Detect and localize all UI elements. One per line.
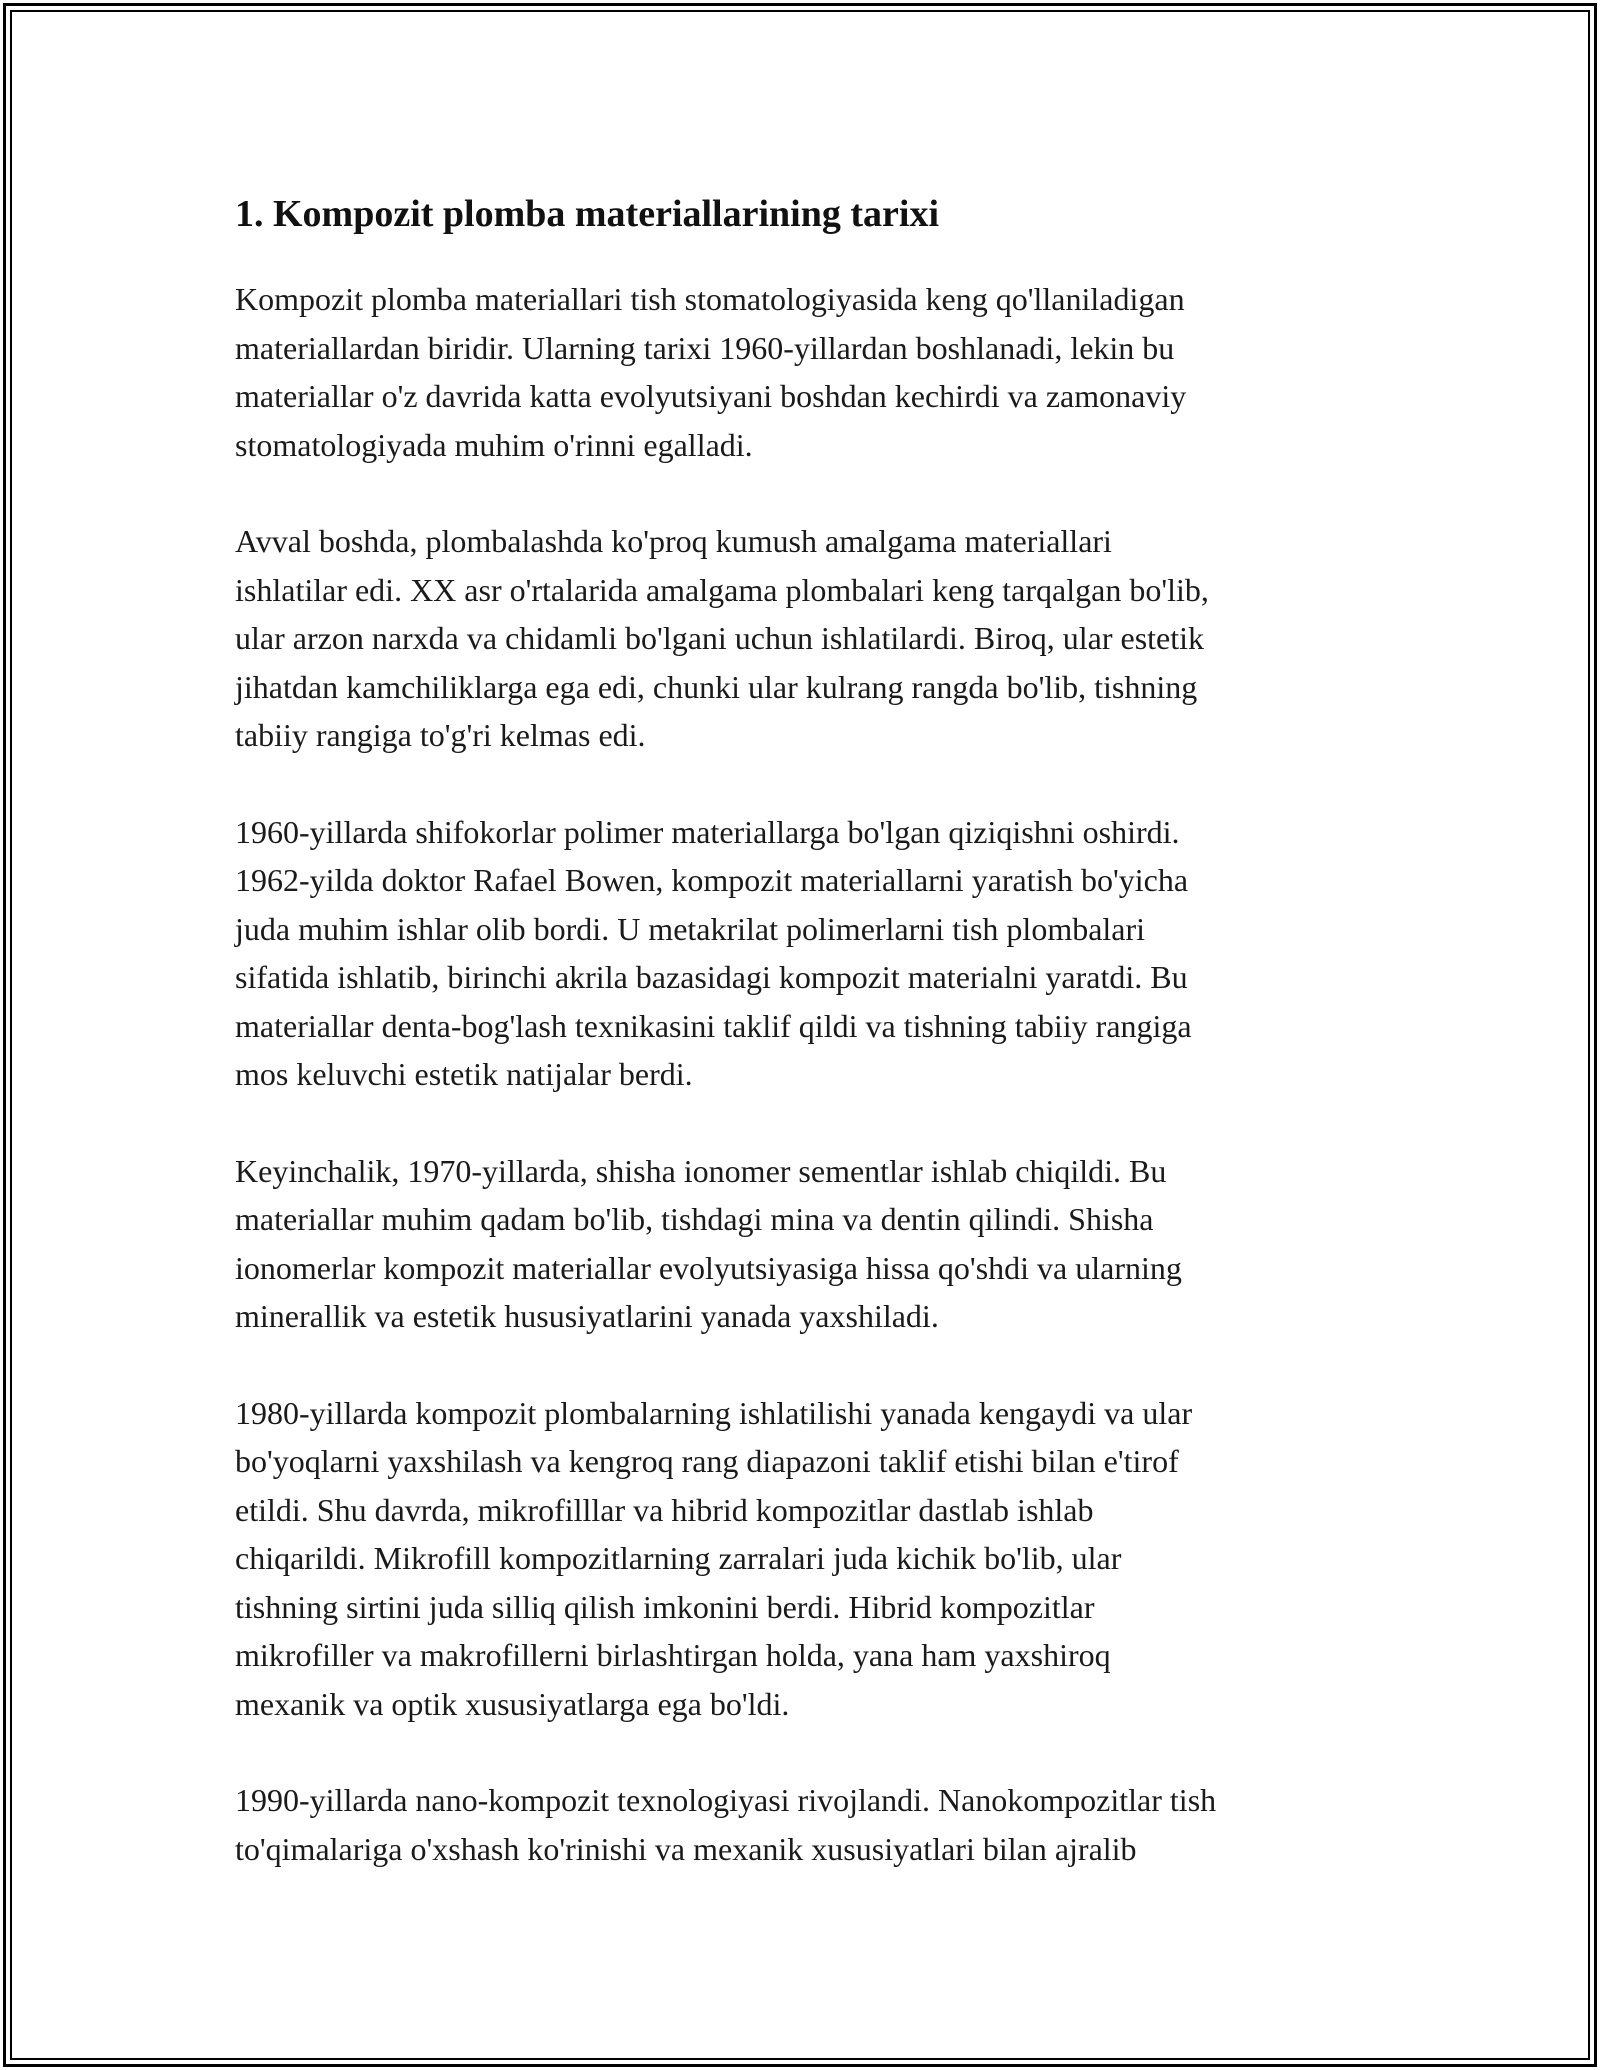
text-line: materiallar muhim qadam bo'lib, tishdagi mina va dentin qilindi. Shisha — [235, 1201, 1154, 1237]
text-line: mexanik va optik xususiyatlarga ega bo'ldi. — [235, 1685, 790, 1722]
text-line: Keyinchalik, 1970-yillarda, shisha ionomer sementlar ishlab chiqildi. Bu — [235, 1152, 1167, 1189]
paragraph-1990s — [235, 1776, 1395, 1873]
text-line: bo'yoqlarni yaxshilash va kengroq rang diapazoni taklif etishi bilan e'tirof — [235, 1443, 1179, 1479]
text-line: 1962-yilda doktor Rafael Bowen, kompozit materiallarni yaratish bo'yicha — [235, 862, 1189, 898]
text-line: minerallik va estetik hususіyatlarini yanada yaxshiladi. — [235, 1298, 939, 1334]
text-line: 1980-yillarda kompozit plombalarning ishlatilishi yanada kengaydi va ular — [235, 1394, 1193, 1431]
paragraph-1980s — [235, 1389, 1395, 1729]
text-line: ishlatilar edi. XX asr o'rtalarida amalgama plombalari keng tarqalgan bo'lib, — [235, 571, 1209, 608]
text-line: Avval boshda, plombalashda ko'proq kumush amalgama materiallari — [235, 523, 1112, 559]
text-line: mikrofiller va makrofillerni birlashtirgan holda, yana ham yaxshiroq — [235, 1637, 1111, 1673]
text-line: chiqarildi. Mikrofill kompozitlarning zarralari juda kichik bo'lib, ular — [235, 1540, 1122, 1576]
text-line: materiallar o'z davrida katta evolyutsiyani boshdan kechirdi va zamonaviy — [235, 378, 1187, 414]
paragraph-amalgam — [235, 517, 1395, 760]
paragraph-1970s — [235, 1147, 1395, 1341]
paragraph-1960s — [235, 808, 1395, 1099]
text-line: sifatida ishlatib, birinchi akrila bazasidagi kompozit materialni yaratdi. Bu — [235, 959, 1188, 995]
text-line: tabiiy rangiga to'g'ri kelmas edi. — [235, 717, 646, 753]
text-line: mos keluvchi estetik natijalar berdi. — [235, 1056, 693, 1092]
text-line: jihatdan kamchiliklarga ega edi, chunki ular kulrang rangda bo'lib, tishning — [235, 668, 1198, 705]
text-line: 1990-yillarda nano-kompozit texnologiyasi rivojlandi. Nanokompozitlar tish — [235, 1782, 1217, 1818]
text-line: 1960-yillarda shifokorlar polimer materiallarga bo'lgan qiziqishni oshirdi. — [235, 813, 1180, 850]
document-body — [235, 185, 1395, 1921]
paragraph-intro — [235, 275, 1395, 469]
text-line: ionomerlar kompozit materiallar evolyutsiyasiga hissa qo'shdi va ularning — [235, 1249, 1182, 1286]
text-line: Kompozit plomba materiallari tish stomatologiyasida keng qo'llaniladigan — [235, 281, 1185, 317]
text-line: materiallardan biridir. Ularning tarixi 1960-yillardan boshlanadi, lekin bu — [235, 329, 1175, 366]
text-line: ular arzon narxda va chidamli bo'lgani uchun ishlatilardi. Biroq, ular estetik — [235, 620, 1205, 656]
text-line: juda muhim ishlar olib bordi. U metakrilat polimerlarni tish plombalari — [235, 910, 1146, 947]
text-line: etildi. Shu davrda, mikrofilllar va hibrid kompozitlar dastlab ishlab — [235, 1491, 1094, 1528]
text-line: to'qimalariga o'xshash ko'rinishi va mexanik xususiyatlari bilan ajralib — [235, 1830, 1137, 1867]
text-line: tishning sirtini juda silliq qilish imkonini berdi. Hibrid kompozitlar — [235, 1588, 1095, 1625]
section-title: 1. Kompozit plomba materiallarining tarixi — [235, 193, 940, 235]
text-line: materiallar denta-bog'lash texnikasini taklif qildi va tishning tabiiy rangiga — [235, 1007, 1192, 1044]
text-line: stomatologiyada muhim o'rinni egalladi. — [235, 426, 753, 463]
